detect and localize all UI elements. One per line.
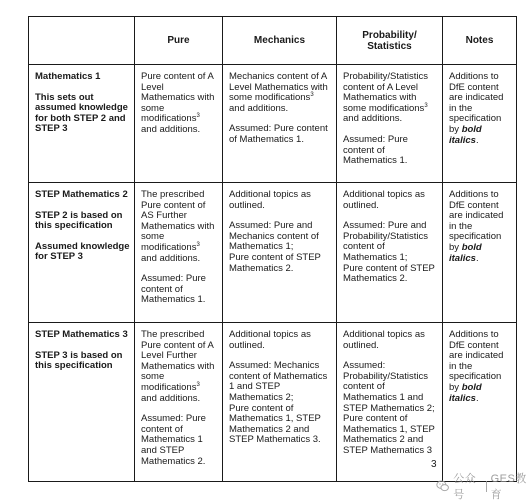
row-title: STEP Mathematics 3 [35, 329, 128, 340]
cell-assumed: Assumed: Pure and Probability/Statistics content of Mathematics 1; Pure content of STEP Mathematics 2. [343, 220, 435, 285]
specification-table [28, 16, 517, 482]
cell-pure [135, 65, 223, 183]
cell-paragraph: The prescribed Pure content of AS Further Mathematics with some modifications$^3$ and additions. [141, 189, 215, 264]
cell-notes [443, 323, 517, 482]
bold-italics-text: bold italics [449, 381, 482, 404]
watermark-divider [486, 481, 487, 492]
cell-assumed: Assumed: Mechanics content of Mathematics 1 and STEP Mathematics 2; Pure content of Mathematics 1, STEP Mathematics 2 and STEP Mathematics 3. [229, 360, 328, 446]
cell-mechanics [223, 183, 337, 323]
row-title: STEP Mathematics 2 [35, 189, 128, 200]
cell-paragraph: Probability/Statistics content of A Level Mathematics with some modifications$^3$ and additions. [343, 71, 429, 125]
cell-paragraph: Additional topics as outlined. [229, 329, 311, 351]
row-heading-mathematics-1 [29, 65, 135, 183]
page-number: 3 [431, 459, 437, 470]
watermark-brand: GES教育 [490, 473, 527, 501]
cell-mechanics [223, 65, 337, 183]
cell-paragraph: The prescribed Pure content of A Level Further Mathematics with some modifications$^3$ and additions. [141, 329, 215, 404]
table-row [29, 323, 517, 482]
header-pure: Pure [135, 17, 223, 65]
cell-assumed: Assumed: Pure content of Mathematics 1. [343, 133, 408, 167]
watermark [436, 470, 530, 502]
header-notes: Notes [443, 17, 517, 65]
cell-paragraph: Additions to DfE content are indicated in the specification by bold italics. [449, 71, 504, 146]
cell-notes [443, 183, 517, 323]
cell-mechanics [223, 323, 337, 482]
cell-paragraph: Additional topics as outlined. [343, 329, 425, 351]
cell-assumed: Assumed: Pure content of Mathematics 1. [229, 123, 328, 145]
cell-paragraph: Pure content of A Level Mathematics with some modifications$^3$ and additions. [141, 71, 215, 135]
row-subtitle: This sets out assumed knowledge for both STEP 2 and STEP 3 [35, 91, 128, 135]
watermark-channel: 公众号 [453, 473, 477, 501]
row-heading-step-mathematics-2 [29, 183, 135, 323]
cell-probability-statistics [337, 65, 443, 183]
row-subtitle: STEP 2 is based on this specification [35, 209, 123, 232]
row-title: Mathematics 1 [35, 71, 101, 82]
cell-notes [443, 65, 517, 183]
cell-paragraph: Additional topics as outlined. [343, 189, 425, 211]
cell-assumed: Assumed: Probability/Statistics content of Mathematics 1 and STEP Mathematics 2; Pure content of Mathematics 1, STEP Mathematics 2 and STEP Mathematics 3 [343, 360, 435, 456]
cell-paragraph: Mechanics content of A Level Mathematics with some modifications$^3$ and additions. [229, 71, 328, 114]
table-header-row [29, 17, 517, 65]
row-subtitle: STEP 3 is based on this specification [35, 349, 123, 372]
row-subtitle-secondary: Assumed knowledge for STEP 3 [35, 240, 130, 263]
wechat-logo-icon [436, 478, 449, 494]
cell-assumed: Assumed: Pure content of Mathematics 1. [141, 273, 206, 306]
cell-paragraph: Additions to DfE content are indicated in the specification by bold italics. [449, 329, 504, 404]
header-mechanics: Mechanics [223, 17, 337, 65]
cell-assumed: Assumed: Pure content of Mathematics 1 and STEP Mathematics 2. [141, 413, 206, 467]
row-heading-step-mathematics-3 [29, 323, 135, 482]
table-row [29, 183, 517, 323]
bold-italics-text: bold italics [449, 123, 482, 146]
cell-pure [135, 323, 223, 482]
cell-paragraph: Additions to DfE content are indicated in the specification by bold italics. [449, 189, 504, 264]
table-row [29, 65, 517, 183]
bold-italics-text: bold italics [449, 241, 482, 264]
cell-paragraph: Additional topics as outlined. [229, 189, 311, 211]
cell-assumed: Assumed: Pure and Mechanics content of Mathematics 1; Pure content of STEP Mathematics 2. [229, 220, 321, 274]
header-probability-statistics: Probability/ Statistics [337, 17, 443, 65]
cell-pure [135, 183, 223, 323]
header-empty-cell [29, 17, 135, 65]
cell-probability-statistics [337, 183, 443, 323]
cell-probability-statistics [337, 323, 443, 482]
